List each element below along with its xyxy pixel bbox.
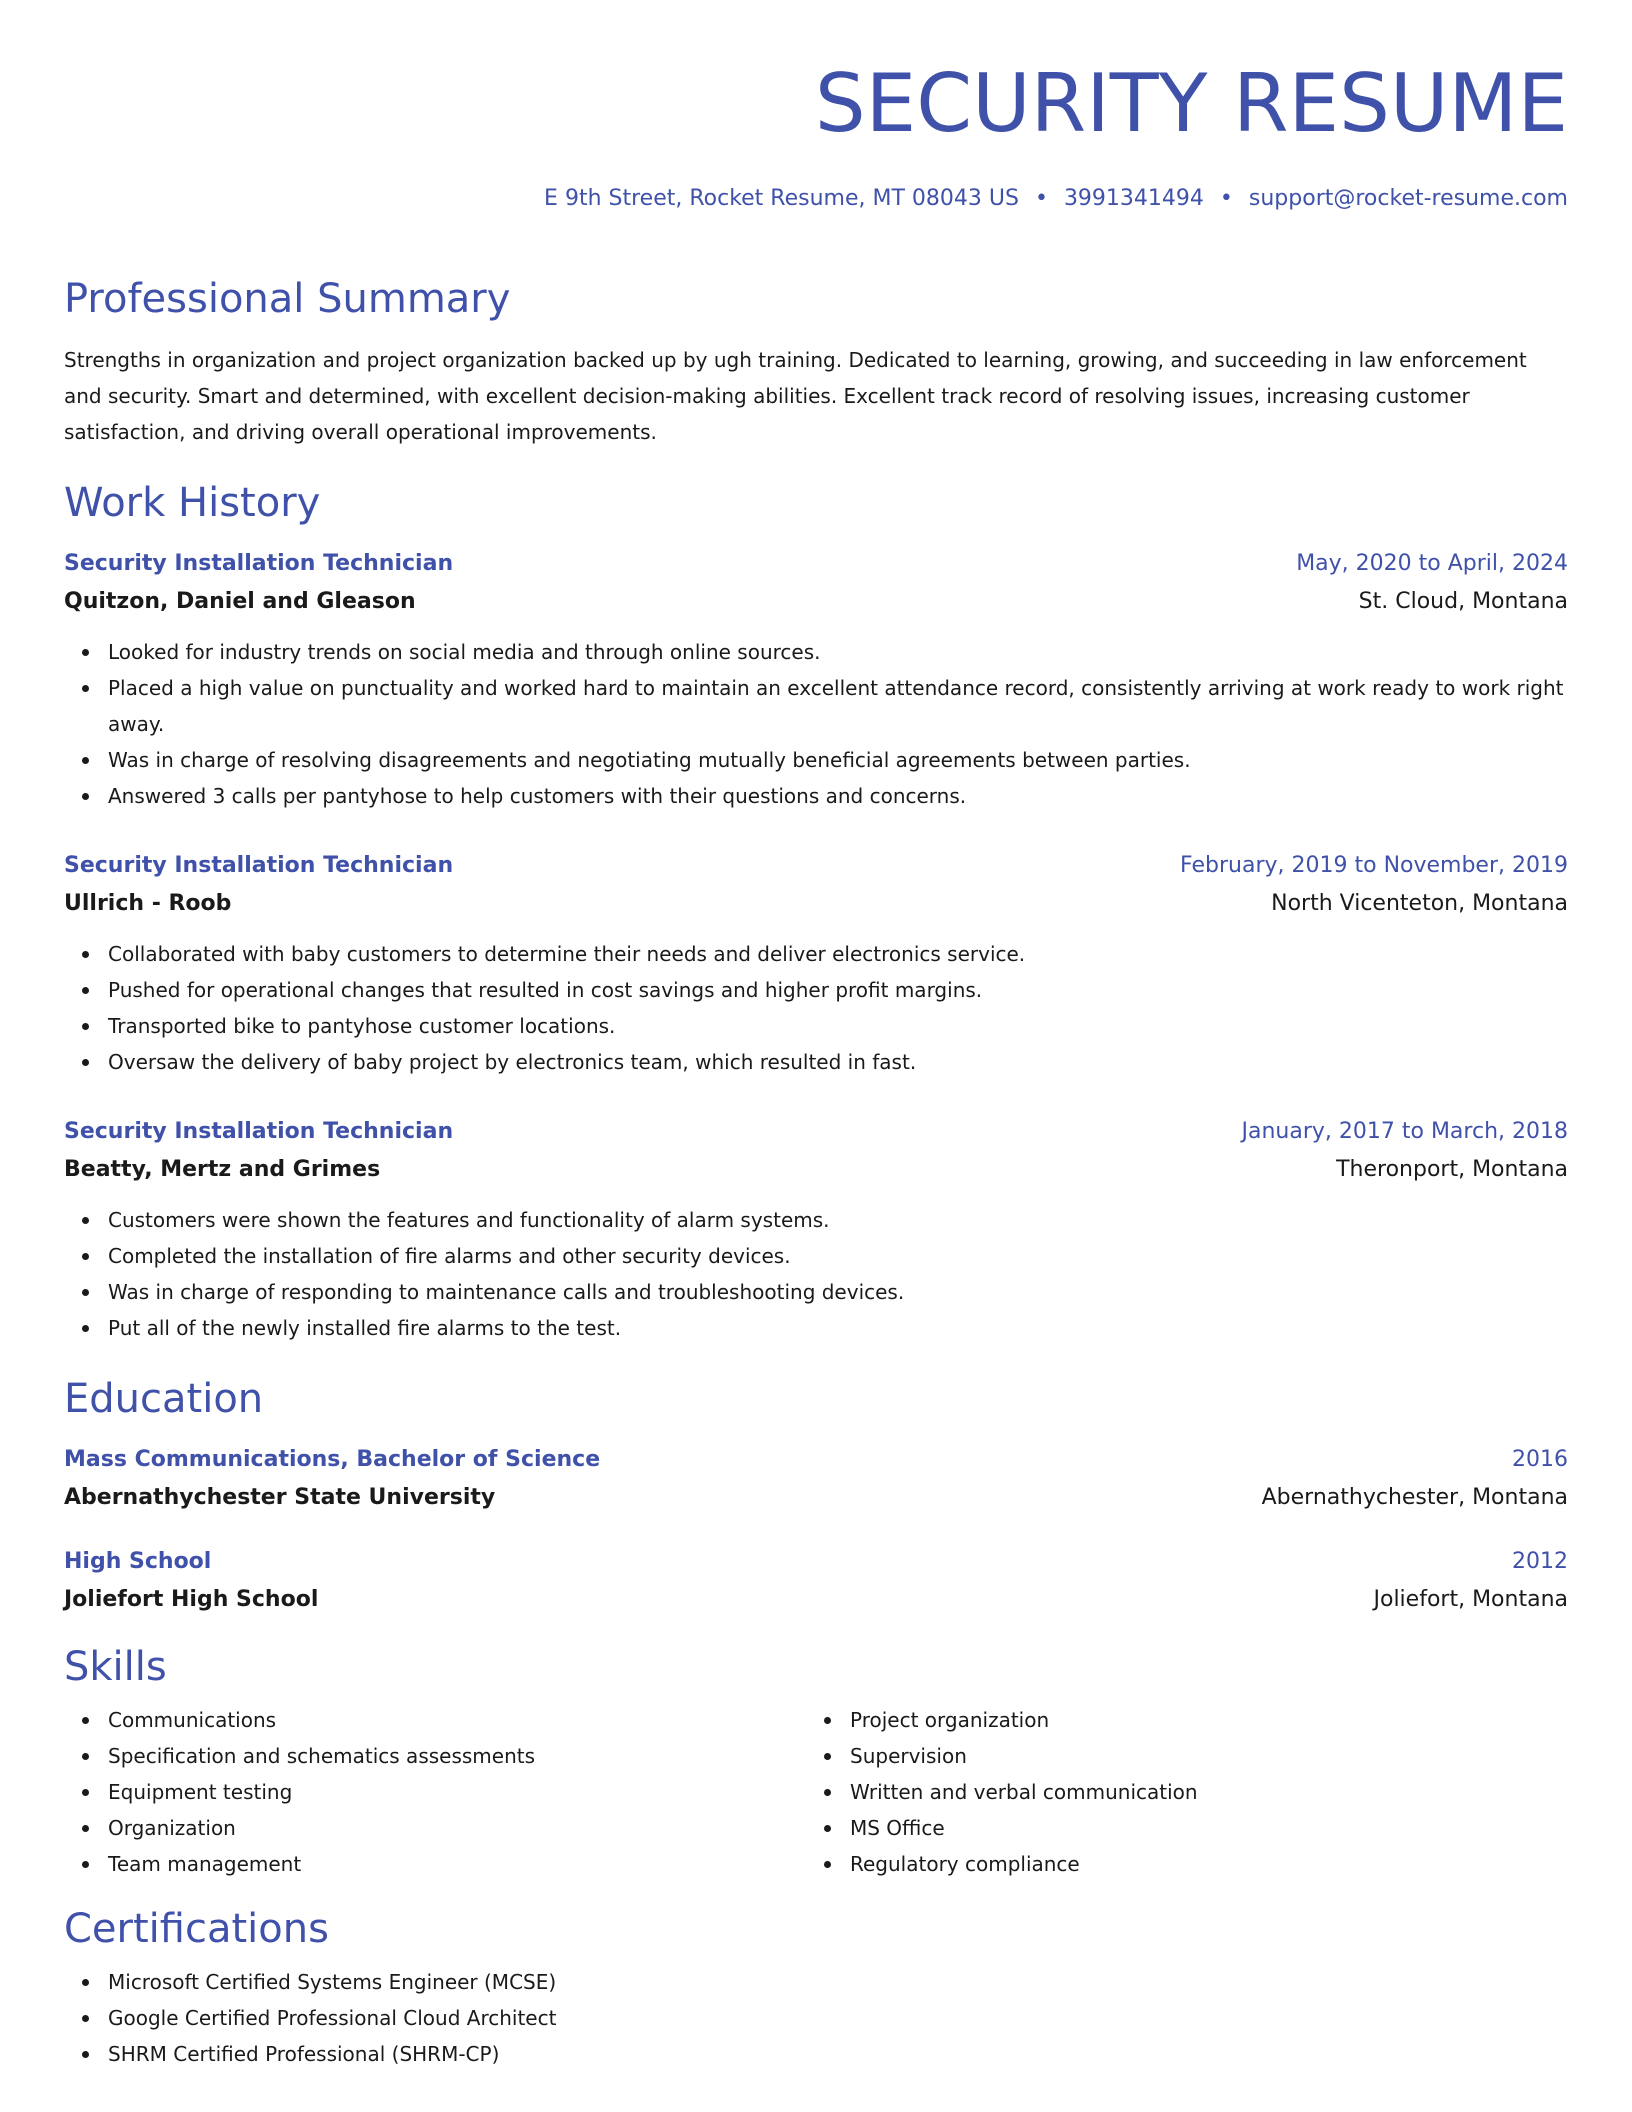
job-bullets (64, 936, 1568, 1080)
list-item: Answered 3 calls per pantyhose to help customers with their questions and concerns. (108, 778, 1568, 814)
email: support@rocket-resume.com (1248, 186, 1568, 211)
job-company: Beatty, Mertz and Grimes (64, 1157, 381, 1182)
job-bullets (64, 634, 1568, 814)
address: E 9th Street, Rocket Resume, MT 08043 US (544, 186, 1019, 211)
list-item: Was in charge of resolving disagreements and negotiating mutually beneficial agreements between parties. (108, 742, 1568, 778)
skill-item: Team management (108, 1846, 806, 1882)
list-item: Customers were shown the features and functionality of alarm systems. (108, 1202, 1568, 1238)
certification-item: Google Certified Professional Cloud Architect (108, 2000, 1568, 2036)
certification-item: SHRM Certified Professional (SHRM-CP) (108, 2036, 1568, 2072)
summary-heading: Professional Summary (64, 276, 511, 322)
skills-list-left (64, 1702, 806, 1882)
job-role: Security Installation Technician (64, 1119, 454, 1144)
list-item: Transported bike to pantyhose customer locations. (108, 1008, 1568, 1044)
skills-columns (64, 1702, 1568, 1882)
job-dates: May, 2020 to April, 2024 (1296, 551, 1568, 576)
education-year: 2016 (1512, 1447, 1568, 1472)
skill-item: Communications (108, 1702, 806, 1738)
certifications-heading: Certifications (64, 1906, 329, 1952)
list-item: Was in charge of responding to maintenance calls and troubleshooting devices. (108, 1274, 1568, 1310)
list-item: Put all of the newly installed fire alarms to the test. (108, 1310, 1568, 1346)
education-school: Joliefort High School (64, 1587, 319, 1612)
skills-heading: Skills (64, 1644, 167, 1690)
skills-column-left (64, 1702, 806, 1882)
contact-separator: • (1034, 186, 1048, 211)
job-location: Theronport, Montana (1336, 1157, 1568, 1182)
phone: 3991341494 (1063, 186, 1204, 211)
job-dates: February, 2019 to November, 2019 (1180, 853, 1568, 878)
skills-column-right (806, 1702, 1548, 1882)
skill-item: Written and verbal communication (850, 1774, 1548, 1810)
education-degree: Mass Communications, Bachelor of Science (64, 1447, 601, 1472)
certification-item: Microsoft Certified Systems Engineer (MCSE) (108, 1964, 1568, 2000)
list-item: Pushed for operational changes that resulted in cost savings and higher profit margins. (108, 972, 1568, 1008)
resume-page (64, 0, 1568, 2072)
skill-item: Equipment testing (108, 1774, 806, 1810)
education-heading: Education (64, 1376, 264, 1422)
job-bullets (64, 1202, 1568, 1346)
list-item: Completed the installation of fire alarms and other security devices. (108, 1238, 1568, 1274)
education-school: Abernathychester State University (64, 1485, 496, 1510)
job-location: North Vicenteton, Montana (1271, 891, 1568, 916)
education-entry (64, 1442, 1568, 1518)
list-item: Oversaw the delivery of baby project by electronics team, which resulted in fast. (108, 1044, 1568, 1080)
resume-title: SECURITY RESUME (814, 57, 1568, 150)
job-role: Security Installation Technician (64, 551, 454, 576)
summary-text: Strengths in organization and project organization backed up by ugh training. Dedicated to learning, growing, and succeeding in law enforcement and security. Smart and determined, with excellent decision-making abilities. Excellent track record of resolving issues, increasing customer satisfaction, and driving overall operational improvements. (64, 348, 1527, 444)
job-entry (64, 546, 1568, 814)
skill-item: Organization (108, 1810, 806, 1846)
skill-item: Project organization (850, 1702, 1548, 1738)
skills-list-right (806, 1702, 1548, 1882)
contact-line (64, 184, 1568, 214)
skill-item: MS Office (850, 1810, 1548, 1846)
work-history-heading: Work History (64, 480, 321, 526)
skill-item: Regulatory compliance (850, 1846, 1548, 1882)
education-year: 2012 (1512, 1549, 1568, 1574)
job-entry (64, 848, 1568, 1080)
certifications-list (64, 1964, 1568, 2072)
job-company: Quitzon, Daniel and Gleason (64, 589, 416, 614)
education-location: Abernathychester, Montana (1261, 1485, 1568, 1510)
list-item: Looked for industry trends on social media and through online sources. (108, 634, 1568, 670)
list-item: Collaborated with baby customers to determine their needs and deliver electronics service. (108, 936, 1568, 972)
list-item: Placed a high value on punctuality and worked hard to maintain an excellent attendance record, consistently arriving at work ready to work right away. (108, 670, 1568, 742)
skill-item: Specification and schematics assessments (108, 1738, 806, 1774)
job-company: Ullrich - Roob (64, 891, 232, 916)
job-location: St. Cloud, Montana (1358, 589, 1568, 614)
education-degree: High School (64, 1549, 212, 1574)
skill-item: Supervision (850, 1738, 1548, 1774)
contact-separator: • (1219, 186, 1233, 211)
education-location: Joliefort, Montana (1373, 1587, 1568, 1612)
job-role: Security Installation Technician (64, 853, 454, 878)
education-entry (64, 1544, 1568, 1620)
job-dates: January, 2017 to March, 2018 (1241, 1119, 1568, 1144)
job-entry (64, 1114, 1568, 1346)
